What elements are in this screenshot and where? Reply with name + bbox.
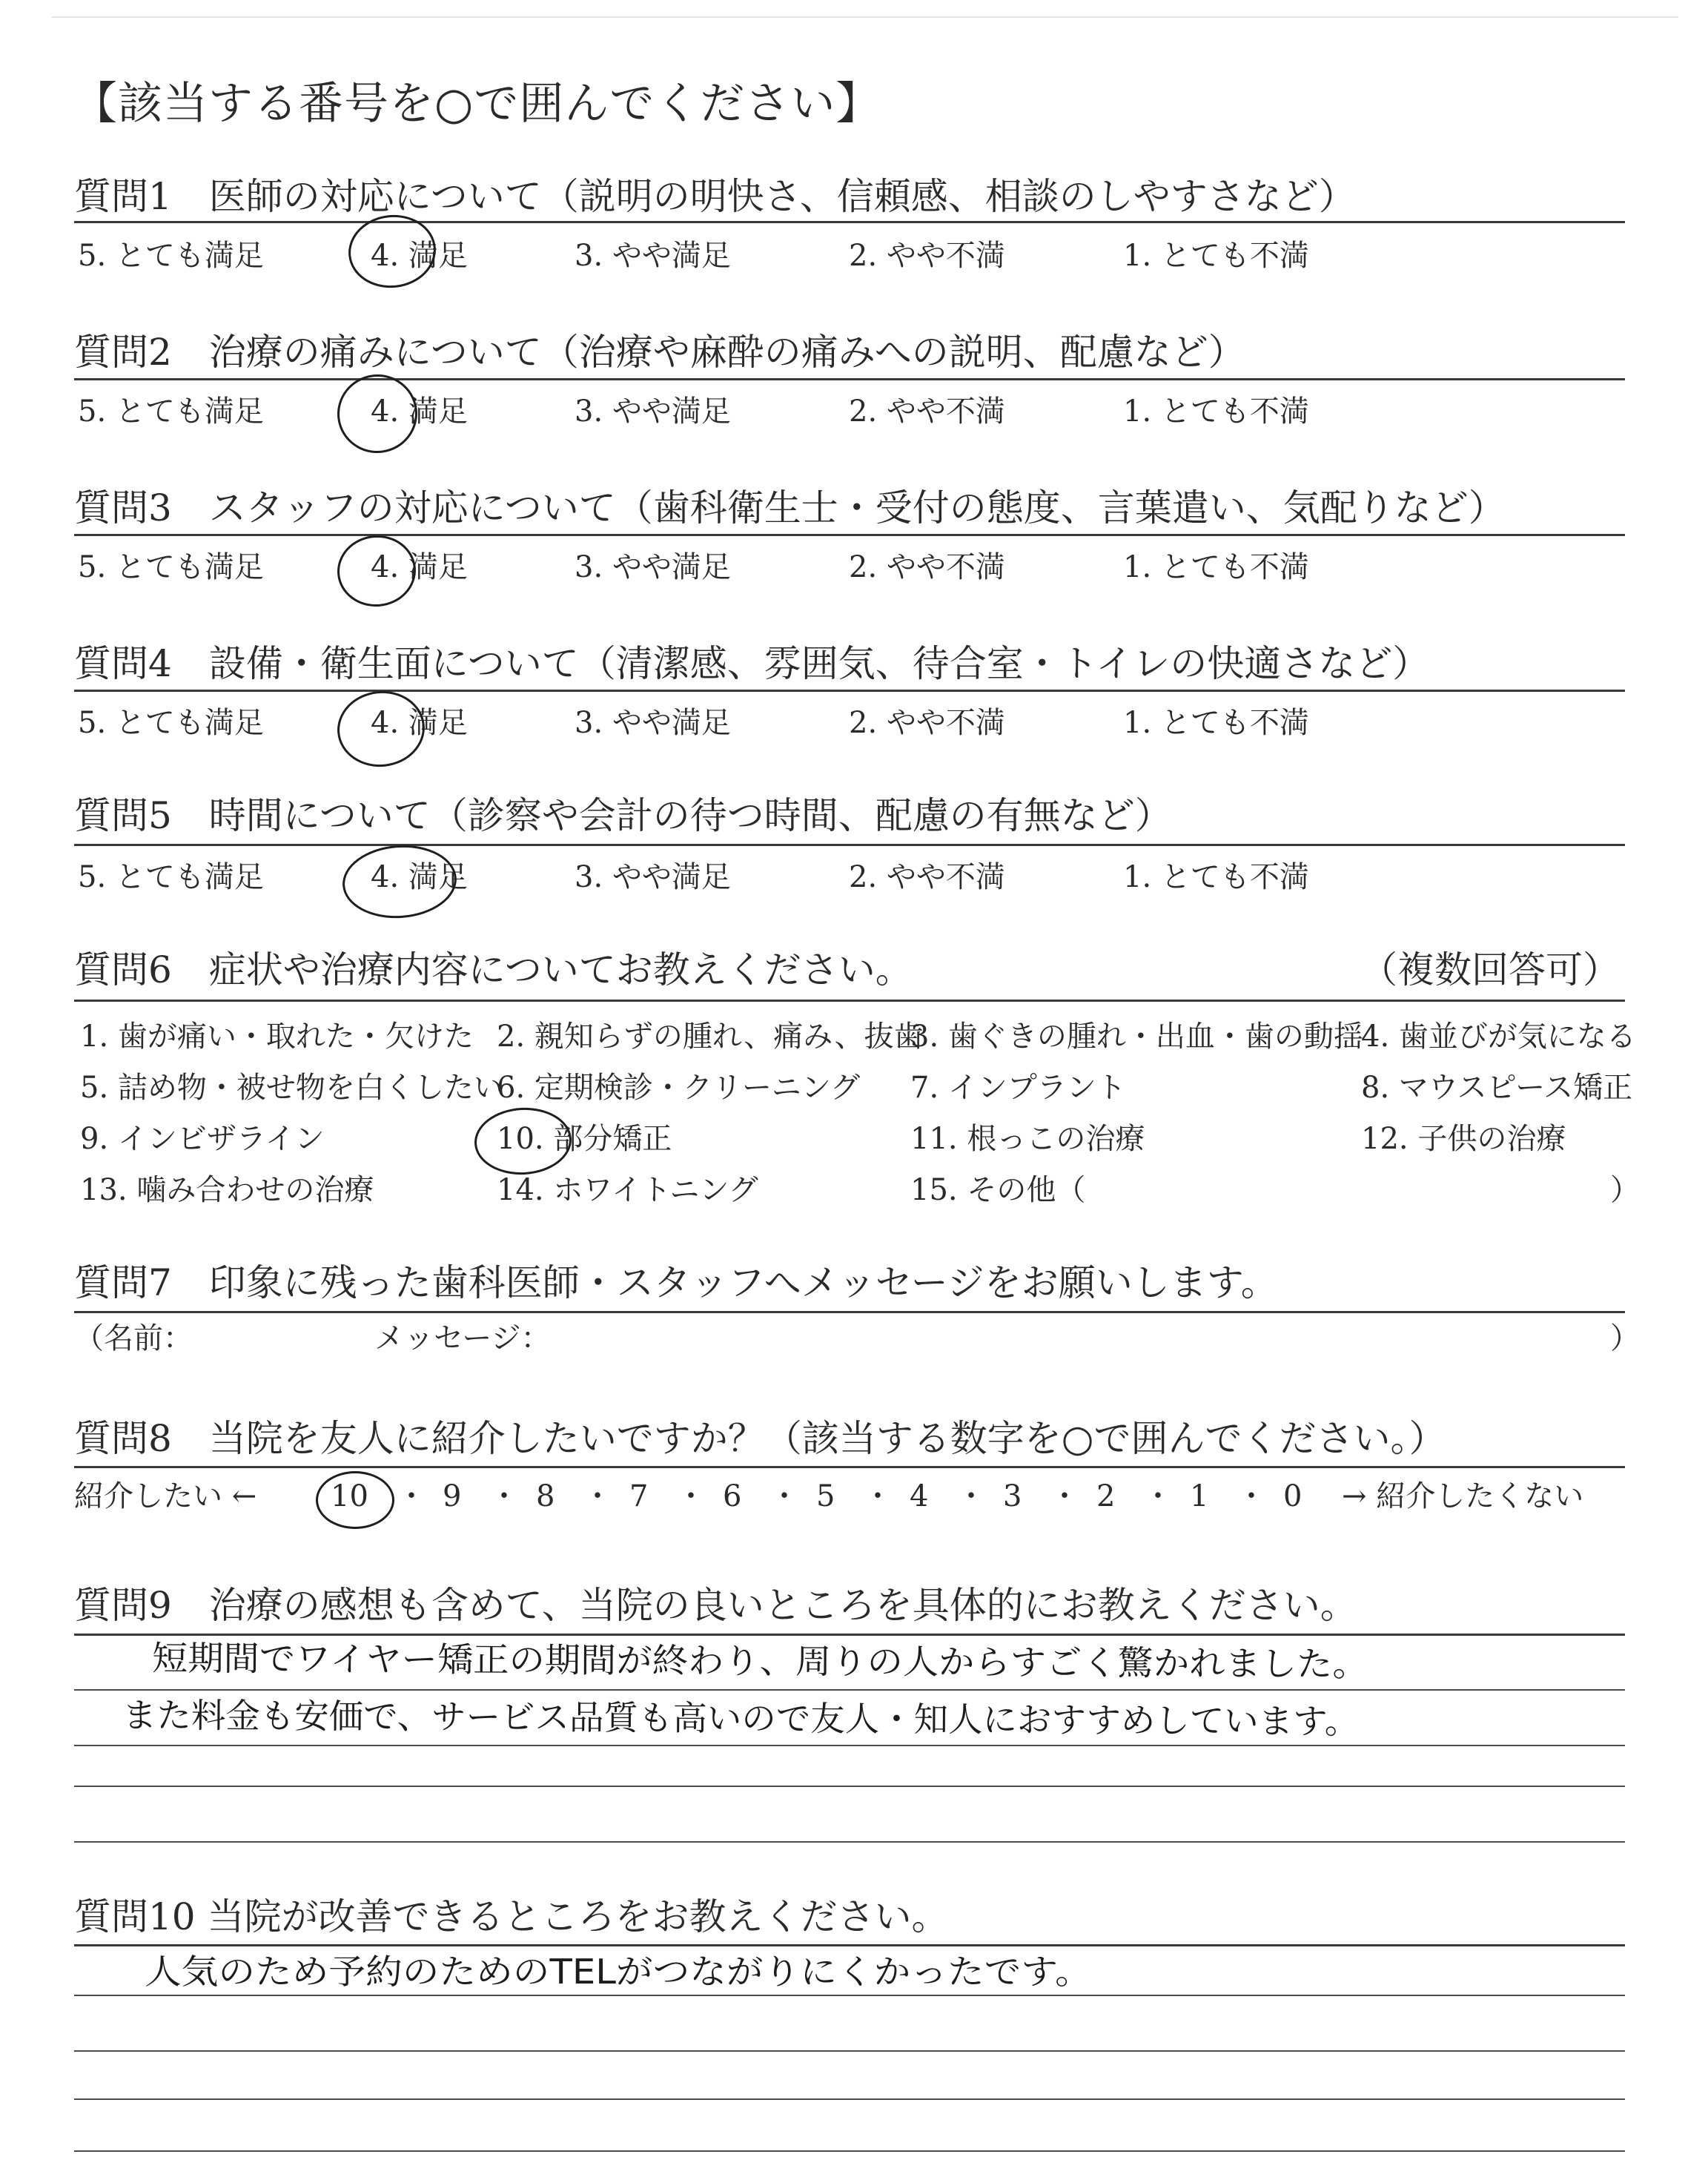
q4-option-3[interactable]: 3. やや満足 [575,706,731,740]
q8-scale-5[interactable]: 5 [816,1479,835,1513]
question-3-rule [74,534,1625,536]
question-3-title: 質問3 スタッフの対応について（歯科衛生士・受付の態度、言葉遣い、気配りなど） [74,486,1506,529]
question-5-rule [74,844,1625,846]
q2-option-3[interactable]: 3. やや満足 [575,394,731,429]
q8-separator: ・ [863,1479,893,1513]
q6-option-6[interactable]: 6. 定期検診・クリーニング [497,1071,861,1105]
q6-option-7[interactable]: 7. インプラント [910,1071,1126,1105]
q2-option-4[interactable]: 4. 満足 [371,394,468,429]
q6-option-1[interactable]: 1. 歯が痛い・取れた・欠けた [80,1020,474,1054]
q8-separator: ・ [956,1479,986,1513]
question-6-rule [74,1000,1625,1002]
q1-option-5[interactable]: 5. とても満足 [78,239,264,273]
question-1-rule [74,221,1625,223]
question-6-title: 質問6 症状や治療内容についてお教えください。 [74,948,913,991]
question-9-title: 質問9 治療の感想も含めて、当院の良いところを具体的にお教えください。 [74,1584,1357,1627]
q4-option-2[interactable]: 2. やや不満 [849,706,1005,740]
question-7-title: 質問7 印象に残った歯科医師・スタッフへメッセージをお願いします。 [74,1261,1278,1304]
q2-option-5[interactable]: 5. とても満足 [78,394,264,429]
q5-option-2[interactable]: 2. やや不満 [849,860,1005,894]
question-10-title: 質問10 当院が改善できるところをお教えください。 [74,1895,949,1938]
q8-scale-0[interactable]: 0 [1283,1479,1302,1513]
question-4-rule [74,690,1625,692]
question-10-rule [74,1944,1625,1946]
question-2-rule [74,378,1625,380]
q2-option-1[interactable]: 1. とても不満 [1123,394,1309,429]
question-5-title: 質問5 時間について（診察や会計の待つ時間、配慮の有無など） [74,794,1172,837]
answer-line [74,2150,1625,2152]
q6-option-5[interactable]: 5. 詰め物・被せ物を白くしたい [80,1071,503,1105]
q3-option-2[interactable]: 2. やや不満 [849,550,1005,584]
q8-separator: ・ [489,1479,519,1513]
answer-line [74,1745,1625,1746]
answer-line [74,2050,1625,2052]
q4-option-1[interactable]: 1. とても不満 [1123,706,1309,740]
question-1-title: 質問1 医師の対応について（説明の明快さ、信頼感、相談のしやすさなど） [74,175,1356,218]
q8-separator: ・ [397,1479,426,1513]
q6-option-4[interactable]: 4. 歯並びが気になる [1361,1020,1636,1054]
q7-close-paren: ） [1610,1321,1640,1355]
q6-option-8[interactable]: 8. マウスピース矯正 [1361,1071,1633,1105]
q8-left-label: 紹介したい ← [74,1479,257,1513]
q5-option-5[interactable]: 5. とても満足 [78,860,264,894]
q6-option-9[interactable]: 9. インビザライン [80,1122,325,1156]
q8-separator: ・ [769,1479,799,1513]
q6-option-2[interactable]: 2. 親知らずの腫れ、痛み、抜歯 [497,1020,924,1054]
q3-option-1[interactable]: 1. とても不満 [1123,550,1309,584]
answer-line [74,1841,1625,1843]
q8-scale-9[interactable]: 9 [443,1479,462,1513]
q1-option-4[interactable]: 4. 満足 [371,239,468,273]
question-8-rule [74,1466,1625,1468]
q6-option-14[interactable]: 14. ホワイトニング [497,1173,758,1207]
q1-option-3[interactable]: 3. やや満足 [575,239,731,273]
q6-option-11[interactable]: 11. 根っこの治療 [910,1122,1145,1156]
q8-right-label: → 紹介したくない [1342,1479,1584,1513]
question-4-title: 質問4 設備・衛生面について（清潔感、雰囲気、待合室・トイレの快適さなど） [74,642,1430,685]
q8-scale-10[interactable]: 10 [331,1479,368,1513]
q9-answer-line-2: また料金も安価で、サービス品質も高いので友人・知人におすすめしています。 [122,1695,1360,1742]
q2-option-2[interactable]: 2. やや不満 [849,394,1005,429]
q6-option-3[interactable]: 3. 歯ぐきの腫れ・出血・歯の動揺 [910,1020,1363,1054]
q8-separator: ・ [1237,1479,1266,1513]
q6-option-10[interactable]: 10. 部分矯正 [497,1122,672,1156]
question-7-rule [74,1311,1625,1313]
q5-option-3[interactable]: 3. やや満足 [575,860,731,894]
q8-scale-6[interactable]: 6 [723,1479,742,1513]
q8-scale-4[interactable]: 4 [910,1479,929,1513]
q3-option-5[interactable]: 5. とても満足 [78,550,264,584]
q7-name-label: （名前： [74,1321,193,1355]
q8-scale-3[interactable]: 3 [1003,1479,1022,1513]
question-8-title: 質問8 当院を友人に紹介したいですか？（該当する数字を○で囲んでください。） [74,1417,1446,1460]
answer-line [74,1689,1625,1691]
q8-scale-7[interactable]: 7 [629,1479,649,1513]
question-9-rule [74,1634,1625,1636]
q5-option-1[interactable]: 1. とても不満 [1123,860,1309,894]
q8-separator: ・ [1050,1479,1079,1513]
question-2-title: 質問2 治療の痛みについて（治療や麻酔の痛みへの説明、配慮など） [74,331,1245,374]
q3-option-4[interactable]: 4. 満足 [371,550,468,584]
answer-line [74,1786,1625,1787]
question-6-note: （複数回答可） [1360,948,1620,991]
q8-separator: ・ [676,1479,706,1513]
q5-option-4[interactable]: 4. 満足 [371,860,468,894]
answer-line [74,2098,1625,2100]
q8-scale-1[interactable]: 1 [1190,1479,1209,1513]
q6-option-15[interactable]: 15. その他（ [910,1173,1086,1207]
q6-close-paren: ） [1610,1173,1640,1207]
q7-message-label: メッセージ： [374,1321,551,1355]
answer-line [74,1995,1625,1996]
q6-option-12[interactable]: 12. 子供の治療 [1361,1122,1566,1156]
q8-scale-2[interactable]: 2 [1096,1479,1116,1513]
q1-option-2[interactable]: 2. やや不満 [849,239,1005,273]
q3-option-3[interactable]: 3. やや満足 [575,550,731,584]
q8-separator: ・ [583,1479,612,1513]
q1-option-1[interactable]: 1. とても不満 [1123,239,1309,273]
q8-scale-8[interactable]: 8 [536,1479,555,1513]
q6-option-13[interactable]: 13. 噛み合わせの治療 [80,1173,374,1207]
q9-answer-line-1: 短期間でワイヤー矯正の期間が終わり、周りの人からすごく驚かれました。 [151,1638,1368,1685]
q4-option-5[interactable]: 5. とても満足 [78,706,264,740]
q10-answer-line-1: 人気のため予約のためのTELがつながりにくかったです。 [145,1952,1092,1992]
q8-separator: ・ [1143,1479,1173,1513]
instruction-header: 【該当する番号を○で囲んでください】 [73,78,881,130]
q4-option-4[interactable]: 4. 満足 [371,706,468,740]
scan-edge [52,16,1678,18]
